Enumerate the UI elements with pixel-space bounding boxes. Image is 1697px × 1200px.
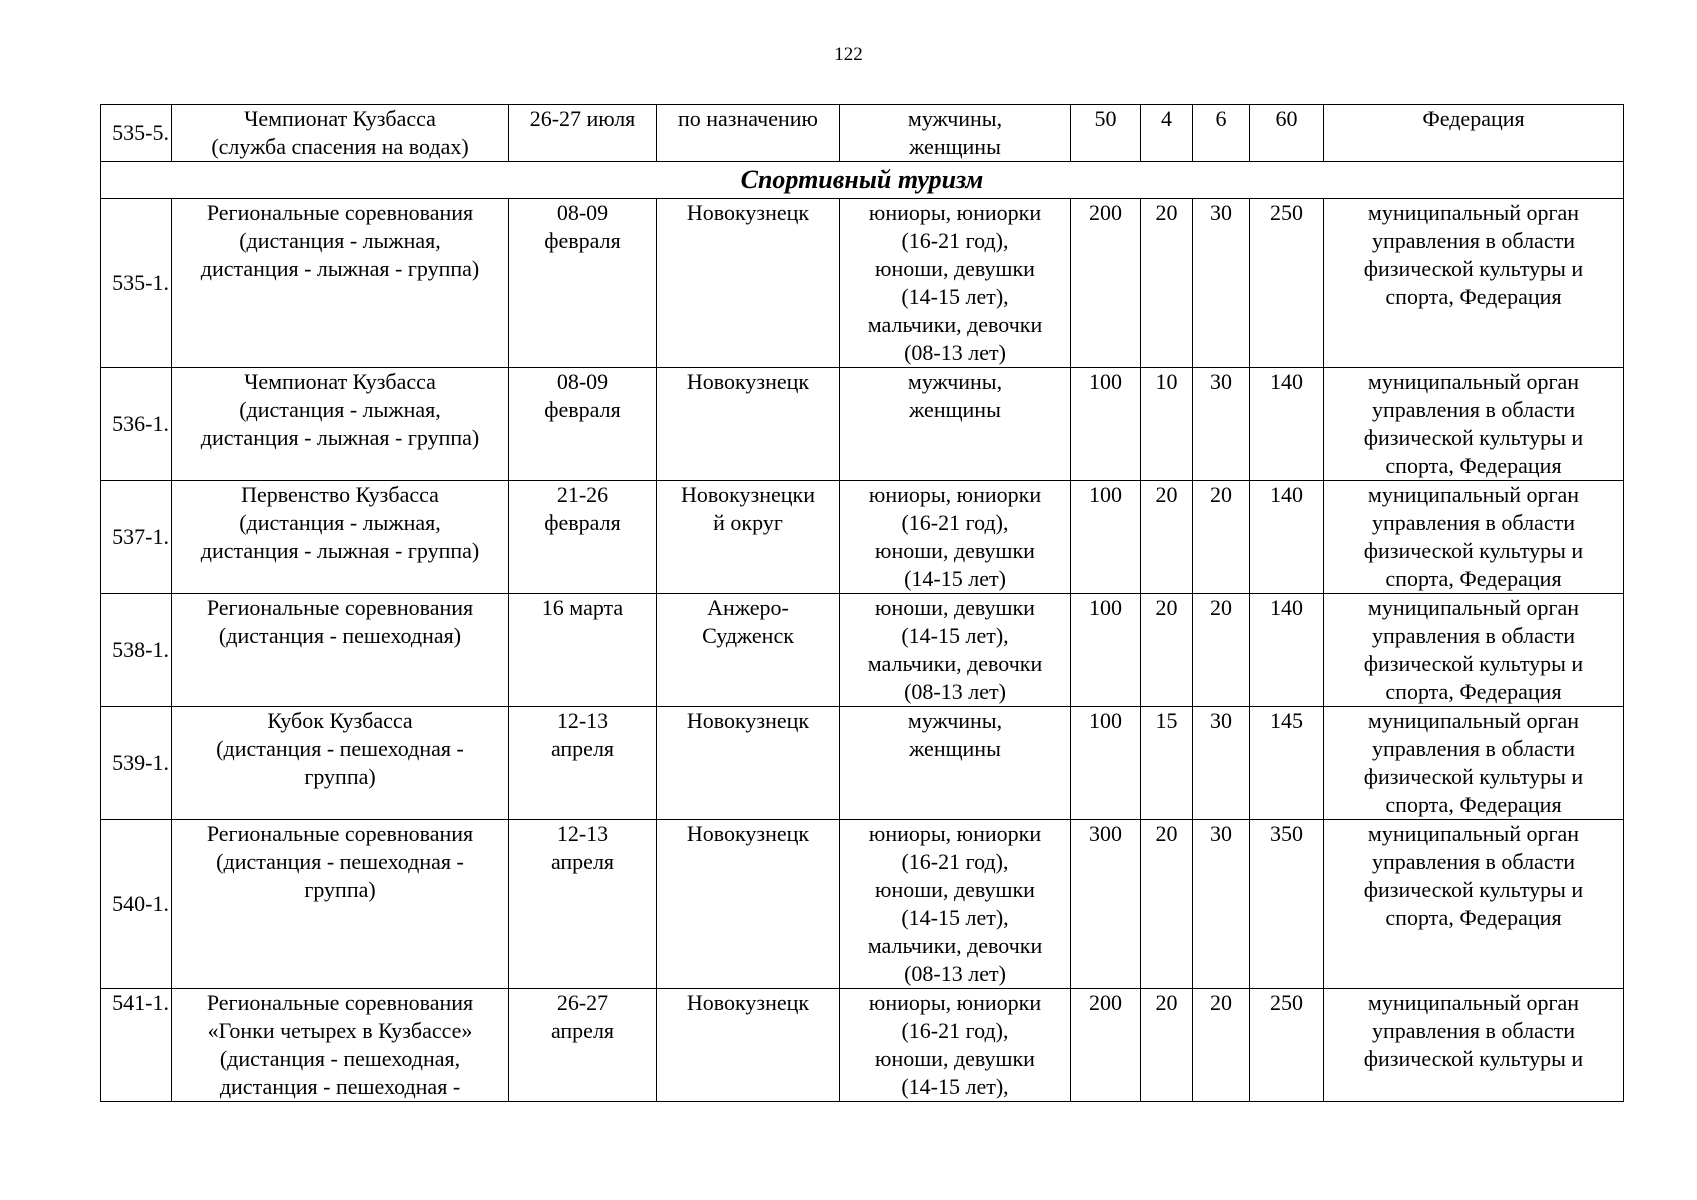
event-place-line: Анжеро- — [707, 595, 789, 620]
count-participants-cell: 200 — [1071, 989, 1141, 1102]
event-date-line: 26-27 июля — [529, 106, 636, 131]
event-name-line: Чемпионат Кузбасса — [244, 106, 436, 131]
organizer-cell — [1324, 368, 1624, 481]
organizer-cell — [1324, 481, 1624, 594]
participants-line: (16-21 год), — [901, 228, 1009, 253]
event-name-cell — [172, 199, 509, 368]
count-total-cell: 145 — [1250, 707, 1324, 820]
organizer-line: муниципальный орган — [1367, 482, 1580, 507]
count-coaches-cell: 20 — [1141, 989, 1193, 1102]
page-number: 122 — [834, 44, 863, 65]
participants-line: мальчики, девочки — [867, 312, 1043, 337]
event-place-line: Судженск — [702, 623, 794, 648]
table-row — [101, 594, 1624, 707]
event-number-cell: 541-1. — [101, 989, 172, 1102]
organizer-line: муниципальный орган — [1367, 200, 1580, 225]
participants-line: юниоры, юниорки — [868, 821, 1042, 846]
event-number-cell: 536-1. — [101, 368, 172, 481]
event-place-line: Новокузнецк — [686, 708, 810, 733]
count-judges-cell: 20 — [1193, 989, 1250, 1102]
event-name-line: дистанция - пешеходная - — [219, 1074, 461, 1099]
count-total-cell: 140 — [1250, 368, 1324, 481]
event-date-line: февраля — [544, 510, 621, 535]
events-table — [100, 104, 1624, 1102]
count-judges-cell: 30 — [1193, 707, 1250, 820]
participants-line: юноши, девушки — [875, 595, 1035, 620]
organizer-line: муниципальный орган — [1367, 708, 1580, 733]
participants-line: (16-21 год), — [901, 1018, 1009, 1043]
event-name-line: (дистанция - лыжная, — [239, 228, 441, 253]
event-number-cell: 539-1. — [101, 707, 172, 820]
organizer-line: муниципальный орган — [1367, 821, 1580, 846]
organizer-line: управления в области — [1372, 849, 1575, 874]
event-date-line: 08-09 — [556, 369, 609, 394]
participants-line: (16-21 год), — [901, 510, 1009, 535]
count-judges-cell: 30 — [1193, 368, 1250, 481]
event-name-line: Кубок Кузбасса — [267, 708, 413, 733]
event-number-cell: 540-1. — [101, 820, 172, 989]
participants-line: юниоры, юниорки — [868, 990, 1042, 1015]
organizer-line: спорта, Федерация — [1385, 905, 1562, 930]
event-date-line: 12-13 — [556, 821, 609, 846]
organizer-line: физической культуры и — [1363, 1046, 1584, 1071]
event-date-line: апреля — [550, 849, 615, 874]
event-name-line: (дистанция - лыжная, — [239, 397, 441, 422]
participants-line: юниоры, юниорки — [868, 200, 1042, 225]
participants-line: (08-13 лет) — [904, 961, 1006, 986]
participants-cell — [840, 594, 1071, 707]
participants-line: женщины — [909, 134, 1001, 159]
event-number-cell: 535-1. — [101, 199, 172, 368]
section-row — [101, 162, 1624, 199]
event-name-cell — [172, 481, 509, 594]
event-date-cell — [509, 199, 657, 368]
count-judges-cell: 30 — [1193, 199, 1250, 368]
organizer-cell — [1324, 105, 1624, 162]
organizer-line: управления в области — [1372, 397, 1575, 422]
event-place-cell — [657, 105, 840, 162]
participants-line: (08-13 лет) — [904, 679, 1006, 704]
table-row — [101, 989, 1624, 1102]
count-coaches-cell: 20 — [1141, 481, 1193, 594]
event-date-cell — [509, 368, 657, 481]
event-place-cell — [657, 199, 840, 368]
participants-line: юноши, девушки — [875, 1046, 1035, 1071]
event-place-line: й округ — [713, 510, 783, 535]
participants-line: мужчины, — [907, 106, 1003, 131]
participants-line: (14-15 лет), — [901, 284, 1009, 309]
organizer-line: спорта, Федерация — [1385, 679, 1562, 704]
event-name-line: Региональные соревнования — [206, 200, 474, 225]
event-place-line: Новокузнецк — [686, 369, 810, 394]
event-name-line: (служба спасения на водах) — [211, 134, 469, 159]
event-date-cell — [509, 820, 657, 989]
event-name-cell — [172, 989, 509, 1102]
count-judges-cell: 6 — [1193, 105, 1250, 162]
count-coaches-cell: 10 — [1141, 368, 1193, 481]
event-date-line: 21-26 — [556, 482, 609, 507]
organizer-line: спорта, Федерация — [1385, 453, 1562, 478]
event-date-cell — [509, 481, 657, 594]
participants-line: (14-15 лет), — [901, 905, 1009, 930]
event-date-line: апреля — [550, 736, 615, 761]
participants-line: юниоры, юниорки — [868, 482, 1042, 507]
participants-cell — [840, 989, 1071, 1102]
event-name-line: группа) — [304, 764, 376, 789]
participants-cell — [840, 105, 1071, 162]
organizer-line: спорта, Федерация — [1385, 566, 1562, 591]
event-name-cell — [172, 707, 509, 820]
participants-cell — [840, 707, 1071, 820]
organizer-line: Федерация — [1422, 106, 1525, 131]
event-date-line: апреля — [550, 1018, 615, 1043]
event-place-cell — [657, 820, 840, 989]
participants-line: мальчики, девочки — [867, 651, 1043, 676]
event-name-line: «Гонки четырех в Кузбассе» — [207, 1018, 473, 1043]
event-place-line: Новокузнецк — [686, 990, 810, 1015]
organizer-line: физической культуры и — [1363, 877, 1584, 902]
organizer-line: физической культуры и — [1363, 538, 1584, 563]
participants-line: мальчики, девочки — [867, 933, 1043, 958]
count-participants-cell: 100 — [1071, 594, 1141, 707]
organizer-line: управления в области — [1372, 1018, 1575, 1043]
participants-line: юноши, девушки — [875, 877, 1035, 902]
count-coaches-cell: 15 — [1141, 707, 1193, 820]
organizer-cell — [1324, 989, 1624, 1102]
organizer-line: спорта, Федерация — [1385, 792, 1562, 817]
organizer-line: муниципальный орган — [1367, 369, 1580, 394]
count-total-cell: 250 — [1250, 199, 1324, 368]
count-judges-cell: 20 — [1193, 594, 1250, 707]
count-coaches-cell: 20 — [1141, 820, 1193, 989]
event-name-line: (дистанция - пешеходная) — [218, 623, 462, 648]
organizer-line: физической культуры и — [1363, 256, 1584, 281]
count-coaches-cell: 20 — [1141, 199, 1193, 368]
participants-cell — [840, 199, 1071, 368]
event-name-line: (дистанция - лыжная, — [239, 510, 441, 535]
organizer-cell — [1324, 820, 1624, 989]
organizer-cell — [1324, 594, 1624, 707]
table-row — [101, 368, 1624, 481]
event-name-line: Региональные соревнования — [206, 821, 474, 846]
event-name-cell — [172, 594, 509, 707]
event-name-cell — [172, 368, 509, 481]
event-name-line: дистанция - лыжная - группа) — [200, 256, 480, 281]
event-name-line: (дистанция - пешеходная - — [216, 736, 464, 761]
event-place-line: Новокузнецки — [681, 482, 815, 507]
event-date-line: 12-13 — [556, 708, 609, 733]
event-place-cell — [657, 707, 840, 820]
event-number-cell: 535-5. — [101, 105, 172, 162]
organizer-line: управления в области — [1372, 510, 1575, 535]
table-row — [101, 481, 1624, 594]
organizer-line: управления в области — [1372, 736, 1575, 761]
participants-cell — [840, 481, 1071, 594]
event-place-line: по назначению — [678, 106, 818, 131]
event-name-line: Чемпионат Кузбасса — [244, 369, 436, 394]
organizer-line: управления в области — [1372, 228, 1575, 253]
event-date-line: 16 марта — [541, 595, 624, 620]
count-coaches-cell: 4 — [1141, 105, 1193, 162]
organizer-line: муниципальный орган — [1367, 990, 1580, 1015]
participants-line: (14-15 лет), — [901, 623, 1009, 648]
organizer-cell — [1324, 707, 1624, 820]
table-row — [101, 105, 1624, 162]
participants-line: мужчины, — [907, 708, 1003, 733]
count-participants-cell: 100 — [1071, 481, 1141, 594]
event-name-cell — [172, 105, 509, 162]
event-name-cell — [172, 820, 509, 989]
event-date-line: 26-27 — [556, 990, 609, 1015]
event-place-cell — [657, 989, 840, 1102]
participants-line: (16-21 год), — [901, 849, 1009, 874]
participants-line: мужчины, — [907, 369, 1003, 394]
count-total-cell: 140 — [1250, 481, 1324, 594]
event-name-line: (дистанция - пешеходная - — [216, 849, 464, 874]
count-participants-cell: 200 — [1071, 199, 1141, 368]
participants-line: (14-15 лет) — [904, 566, 1006, 591]
section-title: Спортивный туризм — [101, 162, 1624, 199]
table-row — [101, 820, 1624, 989]
event-date-line: февраля — [544, 228, 621, 253]
event-place-cell — [657, 481, 840, 594]
event-number-cell: 538-1. — [101, 594, 172, 707]
count-total-cell: 250 — [1250, 989, 1324, 1102]
event-name-line: дистанция - лыжная - группа) — [200, 538, 480, 563]
participants-line: юноши, девушки — [875, 538, 1035, 563]
count-coaches-cell: 20 — [1141, 594, 1193, 707]
count-participants-cell: 50 — [1071, 105, 1141, 162]
participants-cell — [840, 368, 1071, 481]
event-name-line: Региональные соревнования — [206, 990, 474, 1015]
organizer-cell — [1324, 199, 1624, 368]
count-total-cell: 350 — [1250, 820, 1324, 989]
event-date-cell — [509, 989, 657, 1102]
participants-line: юноши, девушки — [875, 256, 1035, 281]
count-judges-cell: 20 — [1193, 481, 1250, 594]
count-participants-cell: 100 — [1071, 368, 1141, 481]
event-date-line: 08-09 — [556, 200, 609, 225]
event-place-cell — [657, 594, 840, 707]
participants-cell — [840, 820, 1071, 989]
event-name-line: Региональные соревнования — [206, 595, 474, 620]
participants-line: (14-15 лет), — [901, 1074, 1009, 1099]
event-place-cell — [657, 368, 840, 481]
count-participants-cell: 300 — [1071, 820, 1141, 989]
event-name-line: (дистанция - пешеходная, — [219, 1046, 461, 1071]
count-total-cell: 140 — [1250, 594, 1324, 707]
event-place-line: Новокузнецк — [686, 200, 810, 225]
event-date-cell — [509, 594, 657, 707]
organizer-line: физической культуры и — [1363, 651, 1584, 676]
organizer-line: управления в области — [1372, 623, 1575, 648]
event-date-cell — [509, 105, 657, 162]
organizer-line: физической культуры и — [1363, 764, 1584, 789]
participants-line: (08-13 лет) — [904, 340, 1006, 365]
event-name-line: Первенство Кузбасса — [241, 482, 439, 507]
event-date-cell — [509, 707, 657, 820]
participants-line: женщины — [909, 736, 1001, 761]
organizer-line: муниципальный орган — [1367, 595, 1580, 620]
count-participants-cell: 100 — [1071, 707, 1141, 820]
event-number-cell: 537-1. — [101, 481, 172, 594]
participants-line: женщины — [909, 397, 1001, 422]
organizer-line: спорта, Федерация — [1385, 284, 1562, 309]
event-name-line: группа) — [304, 877, 376, 902]
event-date-line: февраля — [544, 397, 621, 422]
table-row — [101, 199, 1624, 368]
count-total-cell: 60 — [1250, 105, 1324, 162]
count-judges-cell: 30 — [1193, 820, 1250, 989]
table-row — [101, 707, 1624, 820]
organizer-line: физической культуры и — [1363, 425, 1584, 450]
event-name-line: дистанция - лыжная - группа) — [200, 425, 480, 450]
event-place-line: Новокузнецк — [686, 821, 810, 846]
